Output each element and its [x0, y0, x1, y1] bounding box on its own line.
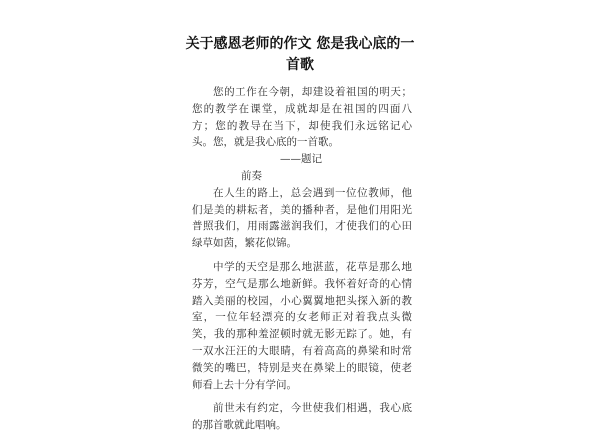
epigraph-signature: ——题记 [280, 153, 322, 166]
body-paragraph-3: 前世未有约定，今世使我们相遇，我心底的那首歌就此唱响。 [192, 402, 412, 432]
paragraph-spacer [192, 252, 412, 259]
document-body [192, 84, 412, 434]
epigraph-paragraph: 您的工作在今朝，却建设着祖国的明天；您的教学在课堂，成就却是在祖国的四面八方；您的教导在当下，却使我们永远铭记心头。您，就是我心底的一首歌。 [192, 86, 412, 149]
title-line-1: 关于感恩老师的作文 您是我心底的一 [185, 36, 415, 52]
paragraph-spacer [192, 393, 412, 400]
body-paragraph-2: 中学的天空是那么地湛蓝，花草是那么地芬芳，空气是那么地新鲜。我怀着好奇的心情踏入美丽的校园，小心翼翼地把头探入新的教室，一位年轻漂亮的女老师正对着我点头微笑，我的那种羞涩顿时就无影无踪了。她，有一双水汪汪的大眼睛，有着高高的鼻梁和时常微笑的嘴巴，特别是夹在鼻梁上的眼镜，使老师看上去十分有学问。 [192, 260, 412, 391]
body-paragraph-1: 在人生的路上，总会遇到一位位教师，他们是美的耕耘者，美的播种者，是他们用阳光普照我们，用雨露滋润我们，才使我们的心田绿草如茵，繁花似锦。 [192, 186, 412, 250]
document-title [180, 34, 420, 76]
section-subheading: 前奏 [241, 169, 262, 182]
title-line-2: 首歌 [286, 57, 314, 73]
